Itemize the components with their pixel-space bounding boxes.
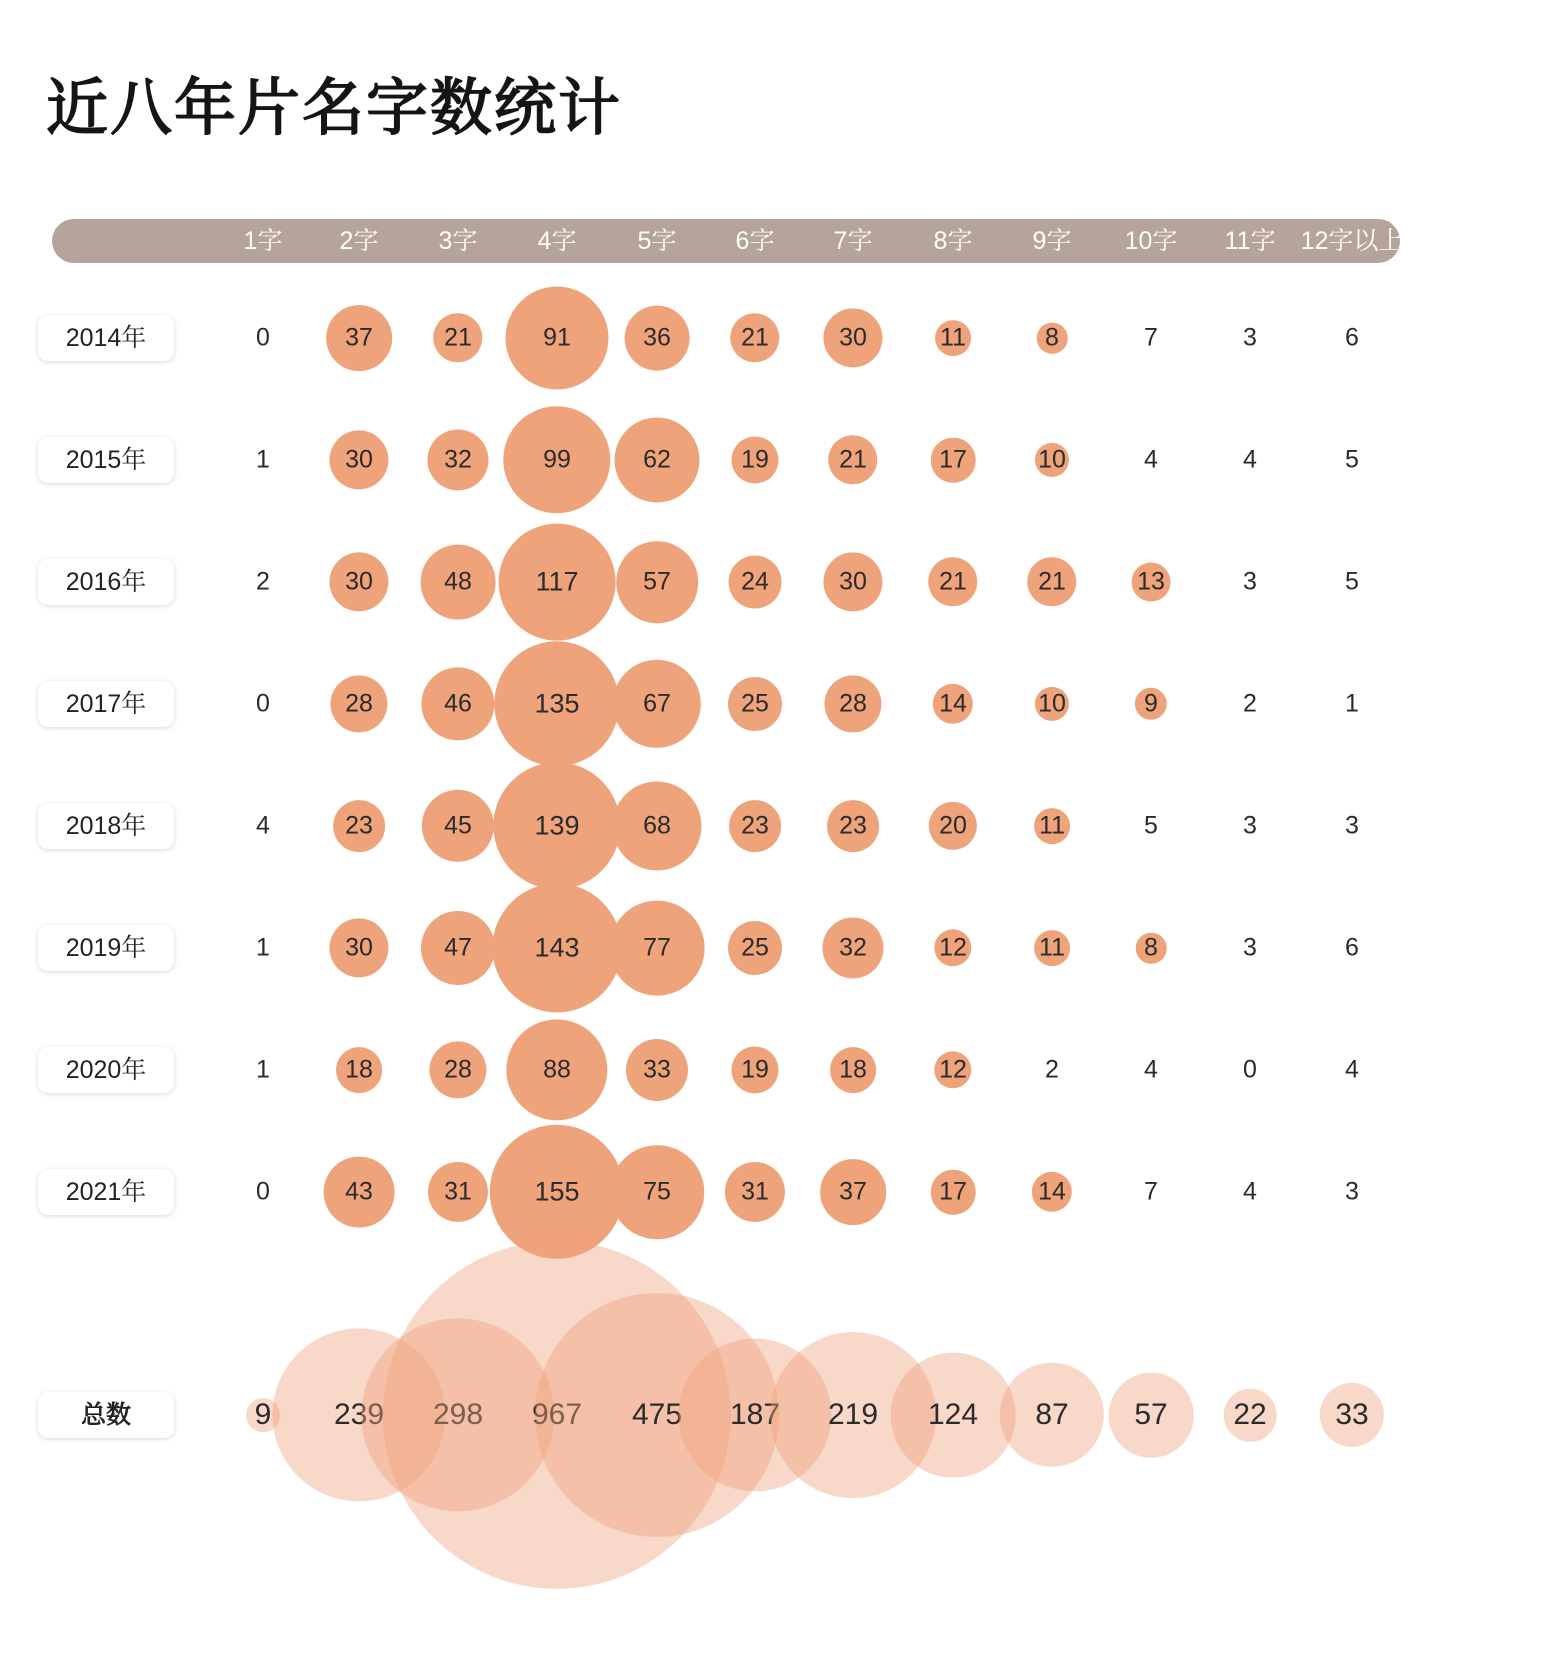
cell-value: 36 — [643, 323, 671, 352]
cell-value: 11 — [1039, 933, 1065, 962]
cell-value: 30 — [839, 323, 867, 352]
cell-value: 3 — [1243, 567, 1257, 596]
cell-value: 3 — [1345, 811, 1359, 840]
cell-value: 32 — [839, 933, 867, 962]
cell-value: 30 — [345, 445, 373, 474]
row-label-2021: 2021年 — [38, 1169, 174, 1215]
cell-value: 33 — [1335, 1398, 1369, 1431]
cell-value: 21 — [1038, 567, 1066, 596]
cell-value: 45 — [444, 811, 472, 840]
row-label-2015: 2015年 — [38, 437, 174, 483]
cell-value: 1 — [256, 445, 270, 474]
cell-value: 10 — [1038, 689, 1066, 718]
cell-value: 47 — [444, 933, 472, 962]
cell-value: 99 — [543, 445, 571, 474]
cell-value: 21 — [939, 567, 967, 596]
cell-value: 48 — [444, 567, 472, 596]
cell-value: 23 — [741, 811, 769, 840]
cell-value: 30 — [839, 567, 867, 596]
cell-value: 0 — [256, 1177, 270, 1206]
column-header-10: 10字 — [1124, 227, 1178, 255]
cell-value: 219 — [827, 1398, 879, 1431]
cell-value: 10 — [1038, 445, 1066, 474]
cell-value: 37 — [345, 323, 373, 352]
cell-value: 18 — [839, 1055, 867, 1084]
cell-value: 1 — [256, 933, 270, 962]
cell-value: 4 — [1243, 445, 1257, 474]
cell-value: 475 — [631, 1398, 683, 1431]
cell-value: 19 — [741, 445, 769, 474]
cell-value: 4 — [256, 811, 270, 840]
cell-value: 143 — [534, 932, 580, 963]
cell-value: 0 — [1243, 1055, 1257, 1084]
cell-value: 33 — [643, 1055, 671, 1084]
row-label-2019: 2019年 — [38, 925, 174, 971]
cell-value: 3 — [1243, 933, 1257, 962]
cell-value: 12 — [939, 1055, 967, 1084]
cell-value: 3 — [1243, 811, 1257, 840]
cell-value: 5 — [1144, 811, 1158, 840]
cell-value: 68 — [643, 811, 671, 840]
cell-value: 24 — [741, 567, 769, 596]
column-header-7: 7字 — [833, 227, 873, 255]
row-label-2017: 2017年 — [38, 681, 174, 727]
cell-value: 23 — [345, 811, 373, 840]
column-header-5: 5字 — [637, 227, 677, 255]
cell-value: 88 — [543, 1055, 571, 1084]
cell-value: 17 — [939, 445, 967, 474]
cell-value: 3 — [1345, 1177, 1359, 1206]
cell-value: 21 — [741, 323, 769, 352]
cell-value: 9 — [254, 1398, 272, 1431]
cell-value: 43 — [345, 1177, 373, 1206]
cell-value: 135 — [534, 688, 580, 719]
column-header-6: 6字 — [735, 227, 775, 255]
cell-value: 18 — [345, 1055, 373, 1084]
cell-value: 31 — [444, 1177, 472, 1206]
row-label-2016: 2016年 — [38, 559, 174, 605]
column-header-1: 1字 — [243, 227, 283, 255]
row-label-2020: 2020年 — [38, 1047, 174, 1093]
cell-value: 5 — [1345, 567, 1359, 596]
cell-value: 11 — [940, 323, 966, 352]
cell-value: 12 — [939, 933, 967, 962]
cell-value: 87 — [1035, 1398, 1069, 1431]
column-header-12: 12字以上 — [1300, 227, 1404, 255]
cell-value: 1 — [256, 1055, 270, 1084]
row-label-2014: 2014年 — [38, 315, 174, 361]
cell-value: 28 — [839, 689, 867, 718]
cell-value: 46 — [444, 689, 472, 718]
cell-value: 28 — [444, 1055, 472, 1084]
cell-value: 298 — [432, 1398, 484, 1431]
cell-value: 19 — [741, 1055, 769, 1084]
cell-value: 117 — [535, 566, 579, 597]
cell-value: 187 — [729, 1398, 781, 1431]
cell-value: 25 — [741, 933, 769, 962]
row-label-total: 总数 — [38, 1392, 174, 1438]
cell-value: 30 — [345, 933, 373, 962]
cell-value: 8 — [1144, 933, 1158, 962]
cell-value: 2 — [1045, 1055, 1059, 1084]
cell-value: 20 — [939, 811, 967, 840]
cell-value: 139 — [534, 810, 580, 841]
cell-value: 4 — [1345, 1055, 1359, 1084]
cell-value: 25 — [741, 689, 769, 718]
cell-value: 57 — [643, 567, 671, 596]
cell-value: 75 — [643, 1177, 671, 1206]
cell-value: 124 — [927, 1398, 979, 1431]
cell-value: 28 — [345, 689, 373, 718]
cell-value: 30 — [345, 567, 373, 596]
cell-value: 7 — [1144, 323, 1158, 352]
cell-value: 967 — [531, 1398, 583, 1431]
cell-value: 57 — [1134, 1398, 1168, 1431]
column-header-4: 4字 — [537, 227, 577, 255]
cell-value: 239 — [333, 1398, 385, 1431]
cell-value: 37 — [839, 1177, 867, 1206]
row-label-2018: 2018年 — [38, 803, 174, 849]
cell-value: 2 — [256, 567, 270, 596]
column-header-3: 3字 — [438, 227, 478, 255]
cell-value: 4 — [1144, 445, 1158, 474]
cell-value: 4 — [1144, 1055, 1158, 1084]
cell-value: 14 — [939, 689, 967, 718]
cell-value: 2 — [1243, 689, 1257, 718]
cell-value: 8 — [1045, 323, 1059, 352]
cell-value: 14 — [1038, 1177, 1066, 1206]
cell-value: 31 — [741, 1177, 769, 1206]
column-header-11: 11字 — [1224, 227, 1276, 255]
cell-value: 13 — [1137, 567, 1165, 596]
cell-value: 22 — [1233, 1398, 1267, 1431]
cell-value: 4 — [1243, 1177, 1257, 1206]
cell-value: 17 — [939, 1177, 967, 1206]
cell-value: 23 — [839, 811, 867, 840]
cell-value: 91 — [543, 323, 571, 352]
cell-value: 11 — [1039, 811, 1065, 840]
cell-value: 32 — [444, 445, 472, 474]
cell-value: 6 — [1345, 933, 1359, 962]
column-header-8: 8字 — [933, 227, 973, 255]
cell-value: 9 — [1144, 689, 1158, 718]
cell-value: 21 — [444, 323, 472, 352]
cell-value: 21 — [839, 445, 867, 474]
cell-value: 155 — [534, 1176, 580, 1207]
cell-value: 67 — [643, 689, 671, 718]
cell-value: 0 — [256, 323, 270, 352]
cell-value: 0 — [256, 689, 270, 718]
cell-value: 1 — [1345, 689, 1359, 718]
page-title: 近八年片名字数统计 — [46, 74, 623, 143]
cell-value: 77 — [643, 933, 671, 962]
column-header-2: 2字 — [339, 227, 379, 255]
cell-value: 7 — [1144, 1177, 1158, 1206]
column-header-9: 9字 — [1032, 227, 1072, 255]
cell-value: 5 — [1345, 445, 1359, 474]
cell-value: 6 — [1345, 323, 1359, 352]
cell-value: 62 — [643, 445, 671, 474]
cell-value: 3 — [1243, 323, 1257, 352]
